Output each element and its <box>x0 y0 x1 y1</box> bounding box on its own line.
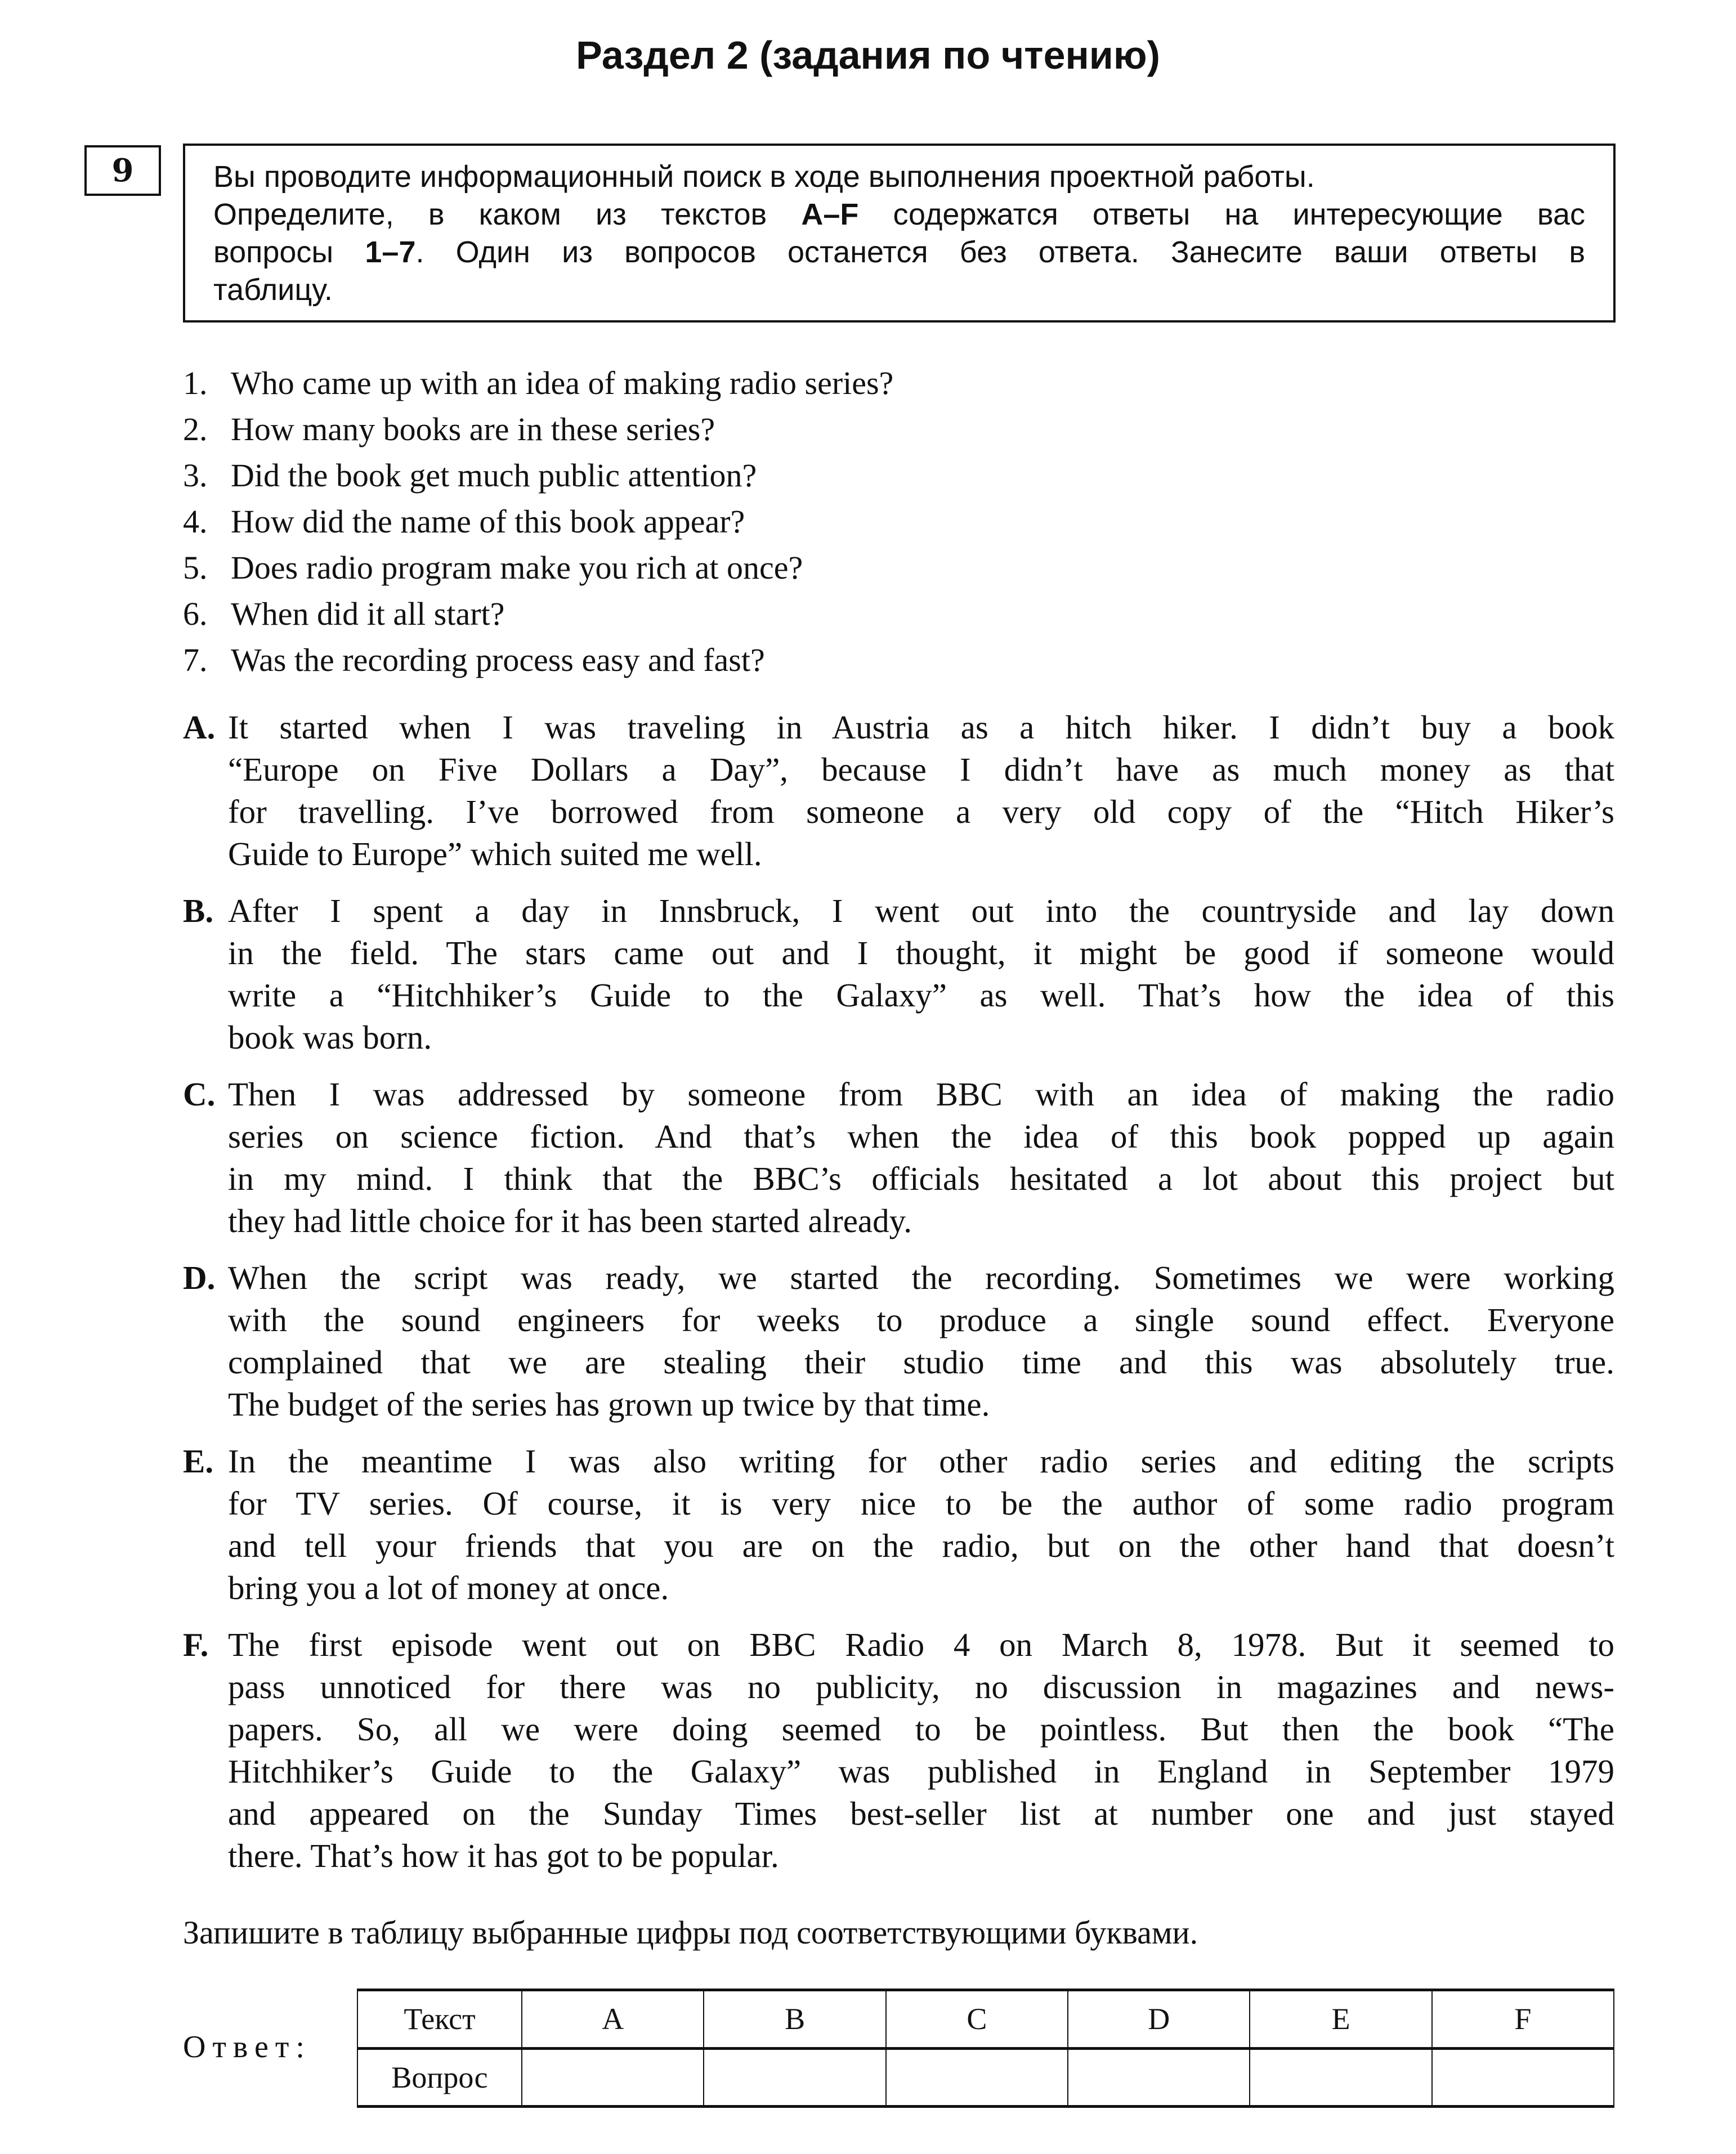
text-row <box>357 1990 1614 2049</box>
question-item <box>183 360 893 406</box>
paragraph-line: In the meantime I was also writing for other radio series and editing the scripts <box>228 1443 1614 1480</box>
paragraph-line: series on science fiction. And that’s when the idea of this book popped up again <box>228 1118 1614 1155</box>
paragraph-line: they had little choice for it has been started already. <box>228 1202 912 1239</box>
paragraph-line: The budget of the series has grown up twice by that time. <box>228 1386 990 1423</box>
text-paragraph <box>183 1440 1614 1609</box>
paragraph-line: and appeared on the Sunday Times best-seller list at number one and just stayed <box>228 1795 1614 1832</box>
text-paragraph <box>183 890 1614 1059</box>
question-text: How did the name of this book appear? <box>231 503 745 540</box>
question-number: 2. <box>183 411 208 447</box>
question-number: 3. <box>183 457 208 494</box>
paragraph-line: Guide to Europe” which suited me well. <box>228 835 762 872</box>
column-letter-b: B <box>704 1990 885 2049</box>
paragraph-letter: A. <box>183 709 216 746</box>
answer-label: Ответ: <box>183 2030 311 2065</box>
question-text: How many books are in these series? <box>231 411 715 447</box>
column-letter-c: C <box>886 1990 1068 2049</box>
instruction-box <box>183 144 1616 323</box>
instruction-line <box>213 196 1585 234</box>
paragraph-line: bring you a lot of money at once. <box>228 1569 669 1606</box>
paragraph-line: The first episode went out on BBC Radio 4 on March 8, 1978. But it seemed to <box>228 1626 1614 1663</box>
paragraph-line: in the field. The stars came out and I thought, it might be good if someone would <box>228 934 1614 971</box>
question-number: 1. <box>183 365 208 401</box>
question-text: Was the recording process easy and fast? <box>231 642 765 678</box>
paragraph-letter: E. <box>183 1443 214 1480</box>
answer-cell-e[interactable] <box>1250 2048 1431 2107</box>
question-number: 6. <box>183 595 208 632</box>
answer-cell-a[interactable] <box>522 2048 704 2107</box>
paragraph-body <box>228 1257 1614 1426</box>
paragraph-line: for TV series. Of course, it is very nice to be the author of some radio program <box>228 1485 1614 1522</box>
instruction-text: содержатся ответы на интересующие вас <box>858 198 1585 231</box>
instruction-text: Вы проводите информационный поиск в ходе выполнения проектной работы. <box>213 160 1315 194</box>
instruction-line <box>213 271 1585 309</box>
paragraph-body <box>228 1440 1614 1609</box>
paragraph-body <box>228 1624 1614 1877</box>
texts-list <box>183 706 1614 1892</box>
column-letter-e: E <box>1250 1990 1431 2049</box>
table-instruction: Запишите в таблицу выбранные цифры под соответствующими буквами. <box>183 1914 1198 1951</box>
instruction-bold: A–F <box>801 198 859 231</box>
answer-cell-c[interactable] <box>886 2048 1068 2107</box>
paragraph-line: Then I was addressed by someone from BBC with an idea of making the radio <box>228 1076 1614 1113</box>
paragraph-line: there. That’s how it has got to be popular. <box>228 1837 779 1874</box>
paragraph-letter: D. <box>183 1259 216 1296</box>
text-paragraph <box>183 706 1614 875</box>
column-letter-f: F <box>1432 1990 1614 2049</box>
paragraph-line: in my mind. I think that the BBC’s officials hesitated a lot about this project but <box>228 1160 1614 1197</box>
instruction-line <box>213 158 1585 196</box>
question-number: 7. <box>183 642 208 678</box>
answer-table <box>357 1989 1614 2108</box>
question-item <box>183 406 893 453</box>
question-item <box>183 637 893 683</box>
task-number: 9 <box>84 145 161 196</box>
paragraph-line: write a “Hitchhiker’s Guide to the Galaxy” as well. That’s how the idea of this <box>228 977 1614 1014</box>
text-paragraph <box>183 1073 1614 1242</box>
questions-list <box>183 360 893 683</box>
question-text: Did the book get much public attention? <box>231 457 757 494</box>
paragraph-line: complained that we are stealing their studio time and this was absolutely true. <box>228 1344 1614 1381</box>
question-text: When did it all start? <box>231 595 505 632</box>
row-header-question: Вопрос <box>357 2048 522 2107</box>
question-text: Does radio program make you rich at once? <box>231 549 803 586</box>
text-paragraph <box>183 1257 1614 1426</box>
column-letter-a: A <box>522 1990 704 2049</box>
question-item <box>183 499 893 545</box>
question-number: 5. <box>183 549 208 586</box>
paragraph-line: book was born. <box>228 1019 432 1056</box>
paragraph-line: pass unnoticed for there was no publicity, no discussion in magazines and news- <box>228 1668 1614 1705</box>
paragraph-line: papers. So, all we were doing seemed to be pointless. But then the book “The <box>228 1710 1614 1748</box>
paragraph-body <box>228 706 1614 875</box>
paragraph-line: It started when I was traveling in Austria as a hitch hiker. I didn’t buy a book <box>228 709 1614 746</box>
question-item <box>183 545 893 591</box>
paragraph-line: After I spent a day in Innsbruck, I went out into the countryside and lay down <box>228 892 1614 929</box>
instruction-line <box>213 234 1585 271</box>
paragraph-line: with the sound engineers for weeks to produce a single sound effect. Everyone <box>228 1301 1614 1338</box>
text-paragraph <box>183 1624 1614 1877</box>
instruction-text: таблицу. <box>213 273 333 307</box>
paragraph-line: When the script was ready, we started the recording. Sometimes we were working <box>228 1259 1614 1296</box>
question-item <box>183 453 893 499</box>
instruction-text: . Один из вопросов останется без ответа. Занесите ваши ответы в <box>415 235 1586 269</box>
section-title: Раздел 2 (задания по чтению) <box>576 33 1160 77</box>
answer-cell-b[interactable] <box>704 2048 885 2107</box>
paragraph-line: Hitchhiker’s Guide to the Galaxy” was published in England in September 1979 <box>228 1753 1614 1790</box>
answer-cell-f[interactable] <box>1432 2048 1614 2107</box>
paragraph-body <box>228 890 1614 1059</box>
row-header-text: Текст <box>357 1990 522 2049</box>
paragraph-letter: B. <box>183 892 214 929</box>
question-item <box>183 591 893 637</box>
question-text: Who came up with an idea of making radio series? <box>231 365 894 401</box>
paragraph-letter: F. <box>183 1626 209 1663</box>
paragraph-letter: C. <box>183 1076 216 1113</box>
instruction-text: вопросы <box>213 235 365 269</box>
instruction-text: Определите, в каком из текстов <box>213 198 802 231</box>
answer-cell-d[interactable] <box>1068 2048 1250 2107</box>
question-row <box>357 2048 1614 2107</box>
paragraph-line: “Europe on Five Dollars a Day”, because I didn’t have as much money as that <box>228 751 1614 788</box>
paragraph-line: and tell your friends that you are on the radio, but on the other hand that doesn’t <box>228 1527 1614 1564</box>
paragraph-line: for travelling. I’ve borrowed from someone a very old copy of the “Hitch Hiker’s <box>228 793 1614 830</box>
column-letter-d: D <box>1068 1990 1250 2049</box>
paragraph-body <box>228 1073 1614 1242</box>
question-number: 4. <box>183 503 208 540</box>
instruction-bold: 1–7 <box>365 235 416 269</box>
